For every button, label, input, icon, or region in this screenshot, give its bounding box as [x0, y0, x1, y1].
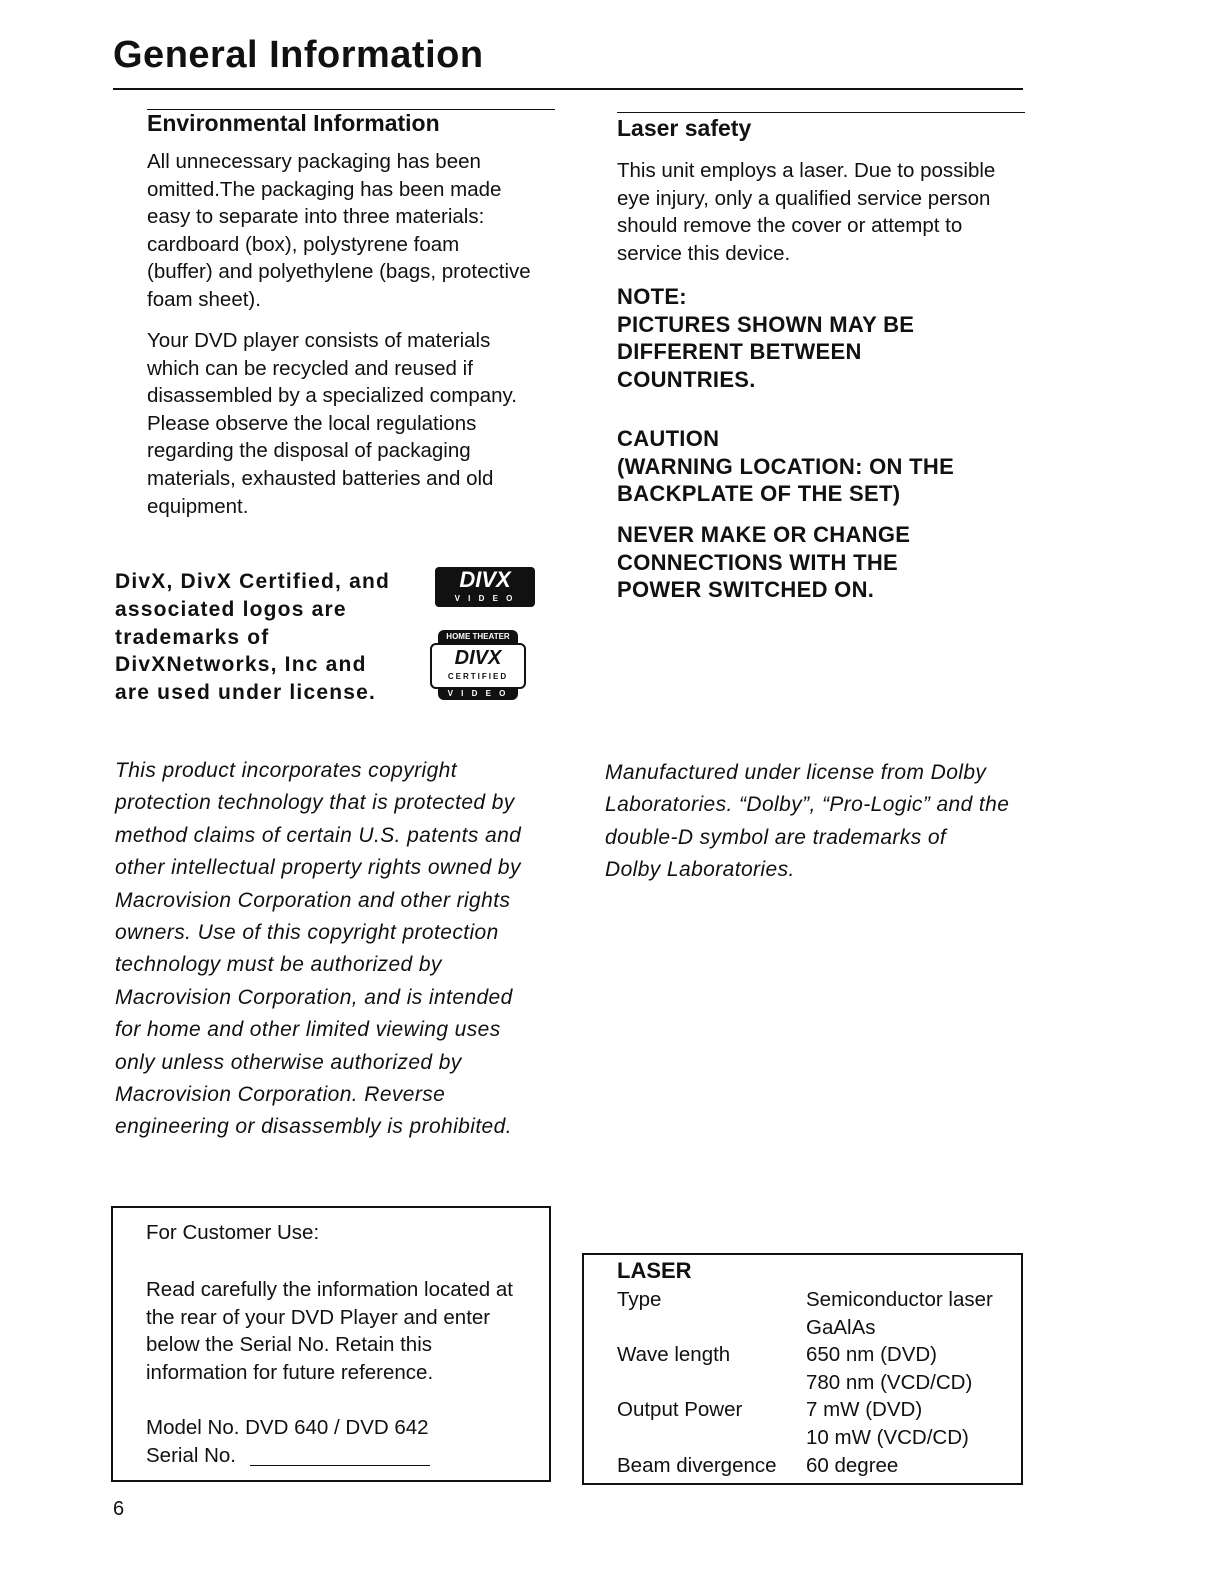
spec-row: [617, 1314, 993, 1342]
text-line: (WARNING LOCATION: ON THE: [617, 453, 955, 479]
text-line: Macrovision Corporation. Reverse: [115, 1082, 446, 1106]
text-line: POWER SWITCHED ON.: [617, 577, 875, 603]
text-line: COUNTRIES.: [617, 366, 756, 392]
spec-value: 780 nm (VCD/CD): [806, 1370, 973, 1394]
spec-row: [617, 1424, 993, 1452]
text-line: should remove the cover or attempt to: [617, 214, 963, 238]
model-number: Model No. DVD 640 / DVD 642: [146, 1416, 429, 1439]
text-line: PICTURES SHOWN MAY BE: [617, 311, 915, 337]
customer-heading-text: For Customer Use:: [146, 1221, 320, 1244]
text-line: information for future reference.: [146, 1360, 434, 1384]
spec-value: 650 nm (DVD): [806, 1343, 938, 1367]
page-number: 6: [113, 1498, 125, 1520]
spec-value: Semiconductor laser: [806, 1288, 993, 1311]
serial-number-blank: [250, 1465, 430, 1466]
dolby-notice: [605, 757, 1009, 887]
text-line: below the Serial No. Retain this: [146, 1333, 433, 1357]
text-line: materials, exhausted batteries and old: [147, 466, 494, 490]
env-para-1: [147, 148, 531, 314]
text-line: Read carefully the information located at: [146, 1278, 513, 1301]
text-line: CAUTION: [617, 426, 720, 451]
env-para-2: [147, 327, 517, 520]
divx-certified-logo: [430, 630, 526, 700]
logo-top: HOME THEATER: [438, 630, 518, 644]
spec-label: [617, 1369, 806, 1397]
text-line: disassembled by a specialized company.: [147, 384, 517, 408]
laser-safety-heading: Laser safety: [617, 115, 752, 141]
text-line: Manufactured under license from Dolby: [605, 761, 987, 784]
spec-label: Type: [617, 1288, 662, 1311]
spec-row: [617, 1452, 993, 1480]
laser-safety-para: [617, 157, 995, 267]
text-line: method claims of certain U.S. patents and: [115, 823, 522, 847]
spec-label: Beam divergence: [617, 1453, 777, 1477]
text-line: Dolby Laboratories.: [605, 858, 795, 882]
spec-row: [617, 1396, 993, 1424]
env-heading: Environmental Information: [147, 110, 440, 136]
text-line: service this device.: [617, 241, 791, 265]
title-rule: [113, 88, 1023, 90]
text-line: DivX, DivX Certified, and: [115, 570, 391, 593]
text-line: DIFFERENT BETWEEN: [617, 339, 862, 365]
text-line: owners. Use of this copyright protection: [115, 920, 499, 944]
text-line: Laboratories. “Dolby”, “Pro-Logic” and the: [605, 793, 1010, 817]
divx-trademark-text: [115, 568, 390, 707]
caution-text: [617, 425, 954, 508]
text-line: regarding the disposal of packaging: [147, 439, 471, 463]
text-line: omitted.The packaging has been made: [147, 177, 502, 201]
macrovision-notice: [115, 755, 521, 1144]
text-line: protection technology that is protected by: [115, 791, 515, 815]
spec-row: [617, 1341, 993, 1369]
text-line: trademarks of: [115, 625, 270, 649]
spec-label: [617, 1314, 806, 1342]
customer-para: [146, 1276, 513, 1386]
text-line: associated logos are: [115, 597, 347, 621]
text-line: foam sheet).: [147, 287, 261, 311]
logo-sub: V I D E O: [438, 687, 518, 700]
customer-heading: [146, 1219, 319, 1247]
text-line: equipment.: [147, 494, 249, 518]
text-line: other intellectual property rights owned by: [115, 856, 521, 880]
spec-value: 7 mW (DVD): [806, 1398, 923, 1422]
text-line: easy to separate into three materials:: [147, 205, 485, 229]
serial-label: Serial No.: [146, 1443, 237, 1467]
divx-video-logo: [435, 567, 535, 607]
text-line: (buffer) and polyethylene (bags, protective: [147, 260, 531, 284]
page-title: General Information: [113, 34, 484, 76]
text-line: engineering or disassembly is prohibited.: [115, 1115, 512, 1139]
spec-value: 10 mW (VCD/CD): [806, 1425, 969, 1449]
text-line: cardboard (box), polystyrene foam: [147, 232, 460, 256]
logo-sub: V I D E O: [454, 594, 516, 603]
text-line: technology must be authorized by: [115, 953, 442, 977]
customer-model-serial: [146, 1414, 429, 1469]
laser-specs-table: [617, 1286, 993, 1479]
text-line: BACKPLATE OF THE SET): [617, 481, 901, 507]
spec-value: GaAlAs: [806, 1315, 876, 1339]
spec-row: [617, 1286, 993, 1314]
never-text: [617, 521, 910, 604]
logo-brand: DIVX: [459, 567, 511, 592]
note-text: [617, 283, 914, 393]
spec-value: 60 degree: [806, 1453, 899, 1477]
text-line: This unit employs a laser. Due to possible: [617, 159, 996, 182]
text-line: NEVER MAKE OR CHANGE: [617, 522, 911, 547]
text-line: NOTE:: [617, 284, 687, 309]
text-line: All unnecessary packaging has been: [147, 150, 481, 173]
text-line: double-D symbol are trademarks of: [605, 825, 947, 849]
laser-specs-heading: LASER: [617, 1258, 692, 1283]
text-line: This product incorporates copyright: [115, 759, 457, 782]
text-line: Your DVD player consists of materials: [147, 329, 491, 352]
text-line: are used under license.: [115, 681, 377, 705]
text-line: DivXNetworks, Inc and: [115, 653, 367, 677]
spec-label: Wave length: [617, 1343, 731, 1367]
text-line: for home and other limited viewing uses: [115, 1018, 501, 1042]
text-line: Please observe the local regulations: [147, 411, 477, 435]
logo-brand: DIVX: [454, 647, 502, 669]
text-line: the rear of your DVD Player and enter: [146, 1305, 491, 1329]
spec-label: [617, 1424, 806, 1452]
spec-row: [617, 1369, 993, 1397]
logo-mid: CERTIFIED: [447, 672, 509, 681]
spec-label: Output Power: [617, 1398, 743, 1422]
text-line: which can be recycled and reused if: [147, 356, 473, 380]
laser-rule: [617, 112, 1025, 113]
text-line: Macrovision Corporation and other rights: [115, 888, 511, 912]
text-line: Macrovision Corporation, and is intended: [115, 985, 513, 1009]
text-line: eye injury, only a qualified service person: [617, 186, 991, 210]
text-line: only unless otherwise authorized by: [115, 1050, 462, 1074]
text-line: CONNECTIONS WITH THE: [617, 549, 898, 575]
